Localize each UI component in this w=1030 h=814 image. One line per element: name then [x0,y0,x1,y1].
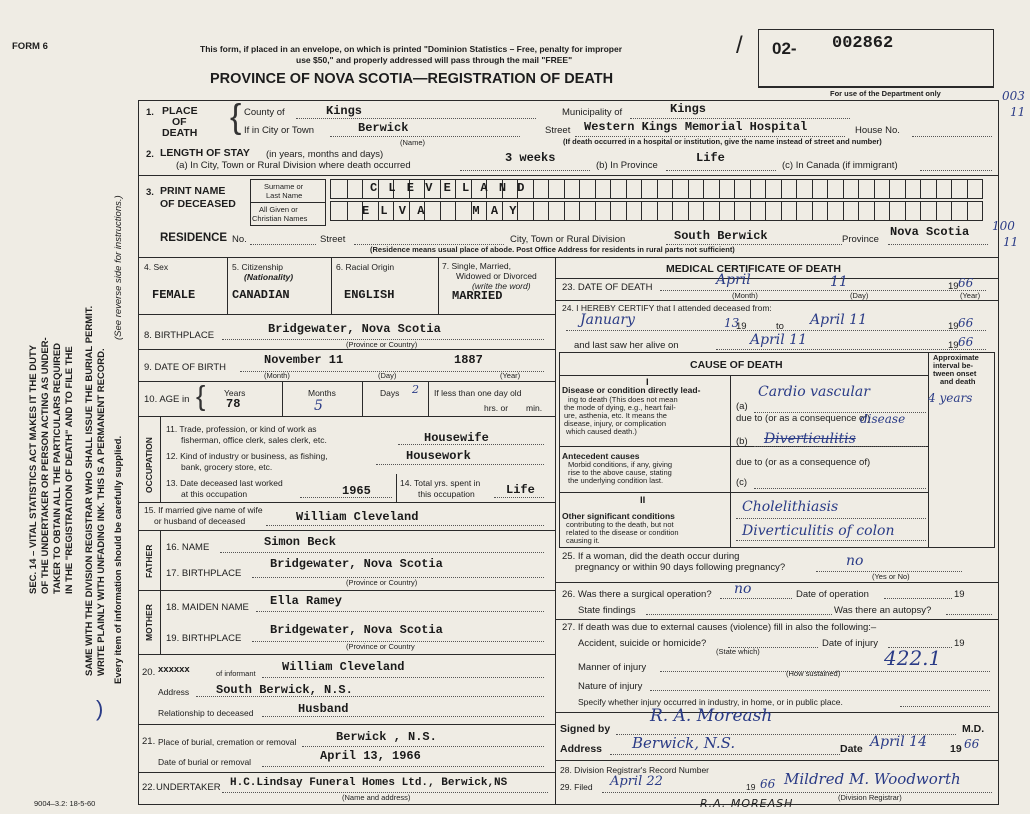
mother-birthplace-sub: (Province or Country [346,642,415,651]
name-cell [858,202,874,220]
name-cell [905,180,921,198]
racial-label: 6. Racial Origin [336,262,395,272]
county-label: County of [244,107,285,118]
interval-label3: tween onset [933,369,977,378]
signature-address[interactable]: Berwick, N.S. [632,734,736,752]
name-cell [703,180,719,198]
signature-date-label: Date [840,743,863,755]
father-name-value[interactable]: Simon Beck [264,535,337,549]
informant-relationship[interactable]: Husband [298,702,349,716]
name-cell [579,180,595,198]
name-cell [796,202,812,220]
cause-b-label: (b) [736,436,748,447]
informant-address[interactable]: South Berwick, N.S. [216,683,353,697]
other-label3: related to the disease or condition [566,528,679,537]
antecedent-label4: the underlying condition last. [568,476,664,485]
sex-value[interactable]: FEMALE [152,288,196,302]
name-cell [750,202,766,220]
surname-value[interactable]: C L E V E L A N D [370,181,527,195]
registrar-sub: (Division Registrar) [838,793,902,802]
last-saw-value[interactable]: April 11 [750,332,807,348]
signature-value[interactable]: R. A. Moreash [650,706,773,726]
attended-to-label: to [776,321,784,332]
q14-label2: this occupation [418,489,475,499]
other-value-1[interactable]: Cholelithiasis [742,499,839,515]
deceased-num: 3. [146,187,154,198]
filed-date[interactable]: April 22 [610,774,663,789]
city-label: If in City or Town [244,125,315,136]
occupation-side: OCCUPATION [144,437,154,493]
place-label-of: OF [172,116,187,128]
deceased-label1: PRINT NAME [160,185,226,197]
citizenship-value[interactable]: CANADIAN [232,288,290,302]
side-reverse-note: (See reverse side for instructions.) [113,195,124,340]
given-label2: Christian Names [252,214,308,223]
name-cell [827,202,843,220]
place-label-death: DEATH [162,127,198,139]
stamp-moreash: R.A. MOREASH [700,797,794,810]
last-saw-year[interactable]: 66 [958,335,974,349]
place-num: 1. [146,107,154,118]
name-cell [331,202,347,220]
name-cell [347,180,363,198]
department-use-label: For use of the Department only [830,89,941,98]
name-cell [905,202,921,220]
mark-slash: / [736,32,743,59]
birthplace-label: 8. BIRTHPLACE [144,330,215,341]
spouse-label: 15. If married give name of wife [144,505,263,515]
cause-dis-label2: ing to death (This does not mean [568,395,678,404]
surname-label2: Last Name [266,191,303,200]
surname-label: Surname or [264,182,304,191]
name-cell [936,180,952,198]
mother-birthplace-value[interactable]: Bridgewater, Nova Scotia [270,623,443,637]
name-cell [641,202,657,220]
name-cell [781,180,797,198]
name-cell [548,180,564,198]
hw-code-2: 11 [1010,105,1026,119]
record-number-label: 28. Division Registrar's Record Number [560,765,710,775]
signed-label: Signed by [560,723,611,735]
name-cell [564,202,580,220]
stay-label: LENGTH OF STAY [160,147,250,159]
q11-value[interactable]: Housewife [424,431,489,445]
mark-pen: ) [96,696,104,721]
name-cell [548,202,564,220]
form-title: PROVINCE OF NOVA SCOTIA—REGISTRATION OF DEATH [210,71,614,87]
stay-a-value[interactable]: 3 weeks [505,151,556,165]
informant-label: of informant [216,669,256,678]
injury-date-label: Date of injury [822,638,878,649]
name-cell [858,180,874,198]
cause-b-value[interactable]: Diverticulitis [764,431,856,447]
cause-dis-label6: which caused death.) [566,427,637,436]
name-cell [734,180,750,198]
registrar-signature[interactable]: Mildred M. Woodworth [784,770,961,788]
residence-note: (Residence means usual place of abode. Post Office Address for residents in rural parts not sufficient) [370,245,735,254]
name-cell [967,180,983,198]
name-cell [533,180,549,198]
attended-from[interactable]: January [580,312,635,328]
death-date-day[interactable]: 11 [830,274,848,290]
cause-dis-label4: ure, asthenia, etc. It means the [564,411,667,420]
name-cell [703,202,719,220]
name-cell [657,202,673,220]
antecedent-label3: rise to the above cause, stating [568,468,672,477]
death-date-year[interactable]: 66 [958,276,974,290]
name-cell [626,202,642,220]
marital-label: 7. Single, Married, [442,261,511,271]
name-cell [672,202,688,220]
name-cell [719,202,735,220]
residence-province-value[interactable]: Nova Scotia [890,225,970,239]
age-label: 10. AGE in [144,394,190,405]
cause-dis-label3: the mode of dying, e.g., heart fail- [564,403,676,412]
cause-a-value-2[interactable]: disease [860,412,906,426]
age-days-label: Days [380,388,400,398]
father-birthplace-label: 17. BIRTHPLACE [166,568,242,579]
father-birthplace-sub: (Province or Country) [346,578,418,587]
signature-address-label: Address [560,743,603,755]
name-cell [564,180,580,198]
name-cell [920,202,936,220]
name-cell [827,180,843,198]
cause-dis-label5: disease, injury, or complication [564,419,666,428]
form-number: FORM 6 [12,41,48,52]
q13-label: 13. Date deceased last worked [166,478,283,488]
burial-date-label: Date of burial or removal [158,757,252,767]
name-cell [920,180,936,198]
signature-19: 19 [950,743,962,755]
hw-code-1: 003 [1002,89,1025,103]
death-date-label: 23. DATE OF DEATH [562,282,653,293]
name-cell [812,202,828,220]
due-to-label-2: due to (or as a consequence of) [736,457,871,468]
q27-label: 27. If death was due to external causes (violence) fill in also the following:– [562,622,877,633]
footer-code: 9004–3.2: 18-5-60 [34,799,96,808]
cause-a-interval[interactable]: 4 years [928,391,973,405]
postal-notice-line2: use $50," and properly addressed will pass through the mail "FREE" [296,55,573,65]
municipality-value[interactable]: Kings [670,102,707,116]
name-cell [626,180,642,198]
place-note: (If death occurred in a hospital or institution, give the name instead of street and number) [563,137,882,146]
accident-label: Accident, suicide or homicide? [578,638,707,649]
marital-label3: (write the word) [472,281,531,291]
md-label: M.D. [962,723,985,735]
name-cell [967,202,983,220]
q26-label: 26. Was there a surgical operation? [562,589,712,600]
father-birthplace-value[interactable]: Bridgewater, Nova Scotia [270,557,443,571]
age-months-value[interactable]: 5 [314,398,323,414]
informant-label-struck: xxxxxx [158,664,190,675]
informant-name[interactable]: William Cleveland [282,660,405,674]
deceased-label2: OF DECEASED [160,198,236,210]
name-cell [595,202,611,220]
name-cell [688,180,704,198]
filed-19: 19 [746,782,756,792]
name-cell [796,180,812,198]
side-instructions-2: SAME WITH THE DIVISION REGISTRAR WHO SHALL ISSUE THE BURIAL PERMIT. WRITE PLAINLY WITH UNFADING INK. THIS IS A PERMANENT RECORD. [84,305,107,676]
sex-label: 4. Sex [144,262,169,272]
name-cell [533,202,549,220]
signature-year[interactable]: 66 [964,737,980,751]
other-label2: contributing to the death, but not [566,520,674,529]
stay-sub: (in years, months and days) [266,149,384,160]
dob-day-label: (Day) [378,371,397,380]
cause-a-label: (a) [736,401,748,412]
q26-answer[interactable]: no [734,581,752,597]
marital-label2: Widowed or Divorced [456,271,537,281]
q25-sub: (Yes or No) [872,572,910,581]
q25-answer[interactable]: no [846,553,864,569]
municipality-label: Municipality of [562,107,623,118]
father-name-label: 16. NAME [166,542,210,553]
registration-number: 002862 [832,34,894,53]
name-cell [719,180,735,198]
dob-month-day[interactable]: November 11 [264,353,344,367]
residence-province-label: Province [842,234,879,245]
place-label: PLACE [162,105,198,117]
interval-label2: interval be- [933,361,974,370]
age-hrs-label: hrs. or [484,403,509,413]
filed-year[interactable]: 66 [760,777,776,791]
age-years-value[interactable]: 78 [226,397,241,411]
name-cell [347,202,363,220]
dob-label: 9. DATE OF BIRTH [144,362,226,373]
residence-city-label: City, Town or Rural Division [510,234,626,245]
age-years-label: Years [224,388,246,398]
undertaker-label: UNDERTAKER [156,782,221,793]
q12-value[interactable]: Housework [406,449,471,463]
postal-notice-line1: This form, if placed in an envelope, on which is printed "Dominion Statistics – Free, penalty for improper [200,44,623,54]
hw-code-3: 100 [992,219,1015,233]
q14-label: 14. Total yrs. spent in [400,478,481,488]
certify-label: 24. I HEREBY CERTIFY that I attended deceased from: [562,303,772,313]
nature-label: Nature of injury [578,681,643,692]
given-label: All Given or [259,205,298,214]
state-which-label: (State which) [716,647,760,656]
undertaker-value[interactable]: H.C.Lindsay Funeral Homes Ltd., Berwick,NS [230,777,508,789]
stay-c-label: (c) In Canada (if immigrant) [782,160,898,171]
name-cell [951,180,967,198]
spouse-value[interactable]: William Cleveland [296,510,419,524]
name-cell [750,180,766,198]
other-label4: causing it. [566,536,600,545]
name-cell [812,180,828,198]
last-saw-19: 19 [948,340,959,351]
informant-address-label: Address [158,687,190,697]
age-months-label: Months [308,388,336,398]
citizenship-label2: (Nationality) [244,272,294,282]
racial-value[interactable]: ENGLISH [344,288,395,302]
dob-year-label: (Year) [500,371,521,380]
name-cell [579,202,595,220]
name-cell [765,202,781,220]
q26-date-label: Date of operation [796,589,869,600]
name-cell [672,180,688,198]
cause-c-label: (c) [736,477,748,488]
medical-title: MEDICAL CERTIFICATE OF DEATH [666,263,841,275]
cause-a-value[interactable]: Cardio vascular [758,384,870,400]
mother-maiden-label: 18. MAIDEN NAME [166,602,249,613]
cause-i-label: I [646,377,649,388]
birthplace-sub: (Province or Country) [346,340,418,349]
cause-title: CAUSE OF DEATH [690,359,783,371]
citizenship-label: 5. Citizenship [232,262,284,272]
residence-label: RESIDENCE [160,232,228,244]
name-cell [595,180,611,198]
given-value[interactable]: E L V A M A Y [362,204,519,218]
q12-label: 12. Kind of industry or business, as fishing, [166,451,328,461]
name-cell [641,180,657,198]
age-min-label: min. [526,403,543,413]
name-cell [936,202,952,220]
name-cell [843,202,859,220]
q11-label2: fisherman, office clerk, sales clerk, etc. [181,435,327,445]
last-saw-label: and last saw her alive on [574,340,679,351]
how-sustained-label: (How sustained) [786,669,841,678]
county-value[interactable]: Kings [326,104,363,118]
hw-code-4: 11 [1003,235,1019,249]
death-year-label: (Year) [960,291,981,300]
side-instructions: SEC. 14 – VITAL STATISTICS ACT MAKES IT THE DUTY OF THE UNDERTAKER OR PERSON ACTING AS UNDER- TAKER TO OBTAIN ALL THE PARTICULARS REQUIRED IN THE "REGISTRATION OF DEATH" AND TO FILE THE [28,337,75,594]
due-to-label-1: due to (or as a consequence of) [736,413,871,424]
death-date-19: 19 [948,281,959,292]
q26-19: 19 [954,589,965,600]
street-label: Street [545,125,571,136]
city-value[interactable]: Berwick [358,121,409,135]
name-cell [889,180,905,198]
informant-relationship-label: Relationship to deceased [158,708,254,718]
informant-num: 20. [142,667,156,678]
q25-label: 25. If a woman, did the death occur during [562,551,740,562]
age-days-value[interactable]: 2 [412,383,419,396]
stay-num: 2. [146,149,154,160]
other-label: Other significant conditions [562,511,675,521]
name-cell [734,202,750,220]
burial-place[interactable]: Berwick , N.S. [336,730,437,744]
street-value[interactable]: Western Kings Memorial Hospital [584,120,808,134]
residence-street-label: Street [320,234,346,245]
mother-maiden-value[interactable]: Ella Ramey [270,594,343,608]
side-careful-note: Every item of information should be carefully supplied. [113,435,124,684]
burial-date[interactable]: April 13, 1966 [320,749,421,763]
dob-month-label: (Month) [264,371,290,380]
stay-a-label: (a) In City, Town or Rural Division where death occurred [176,160,411,171]
mother-birthplace-label: 19. BIRTHPLACE [166,633,242,644]
name-cell [781,202,797,220]
name-cell [610,180,626,198]
findings-label: State findings [578,605,636,616]
q11-label: 11. Trade, profession, or kind of work as [166,424,317,434]
age-brace: { [196,380,206,411]
residence-no-label: No. [232,234,247,245]
interval-label4: and death [940,377,976,386]
attended-19: 19 [736,321,747,332]
interval-label: Approximate [933,353,979,362]
name-cell [331,180,347,198]
icd-code[interactable]: 422.1 [884,646,942,670]
q14-value[interactable]: Life [506,483,535,497]
brace: { [230,98,242,136]
name-cell [688,202,704,220]
city-name-label: (Name) [400,138,426,147]
cause-ii-label: II [640,495,646,506]
name-cell [657,180,673,198]
antecedent-label2: Morbid conditions, if any, giving [568,460,673,469]
attended-to-19: 19 [948,321,959,332]
name-cell [610,202,626,220]
antecedent-label: Antecedent causes [562,451,640,461]
death-day-label: (Day) [850,291,869,300]
undertaker-sub: (Name and address) [342,793,411,802]
spouse-label2: or husband of deceased [154,516,246,526]
name-cell [874,202,890,220]
attended-from-day[interactable]: 13 [724,316,740,330]
stay-b-value[interactable]: Life [696,151,725,165]
specify-label: Specify whether injury occurred in industry, in home, or in public place. [578,697,843,707]
stay-b-label: (b) In Province [596,160,658,171]
q25-label2: pregnancy or within 90 days following pregnancy? [575,562,786,573]
name-cell [765,180,781,198]
injury-19: 19 [954,638,965,649]
marital-value[interactable]: MARRIED [452,289,503,303]
q12-label2: bank, grocery store, etc. [181,462,273,472]
father-side: FATHER [144,544,154,578]
cause-dis-label: Disease or condition directly lead- [562,385,701,395]
name-cell [889,202,905,220]
attended-to-year[interactable]: 66 [958,316,974,330]
manner-label: Manner of injury [578,662,647,673]
signature-date[interactable]: April 14 [870,734,927,750]
attended-to[interactable]: April 11 [810,312,867,328]
name-cell [517,202,533,220]
registration-prefix: 02- [772,39,797,58]
dob-year[interactable]: 1887 [454,353,483,367]
other-value-2[interactable]: Diverticulitis of colon [742,523,895,539]
death-date-month[interactable]: April [716,272,751,288]
age-less-label: If less than one day old [434,388,522,398]
q13-label2: at this occupation [181,489,248,499]
mother-side: MOTHER [144,604,154,641]
burial-num: 21. [142,736,156,747]
death-month-label: (Month) [732,291,758,300]
undertaker-num: 22. [142,782,156,793]
name-cell [874,180,890,198]
name-cell [951,202,967,220]
name-cell [843,180,859,198]
burial-place-label: Place of burial, cremation or removal [158,737,297,747]
residence-city-value[interactable]: South Berwick [674,229,768,243]
house-label: House No. [855,125,900,136]
q13-value[interactable]: 1965 [342,484,371,498]
autopsy-label: Was there an autopsy? [834,605,932,616]
filed-label: 29. Filed [560,782,593,792]
birthplace-value[interactable]: Bridgewater, Nova Scotia [268,322,441,336]
